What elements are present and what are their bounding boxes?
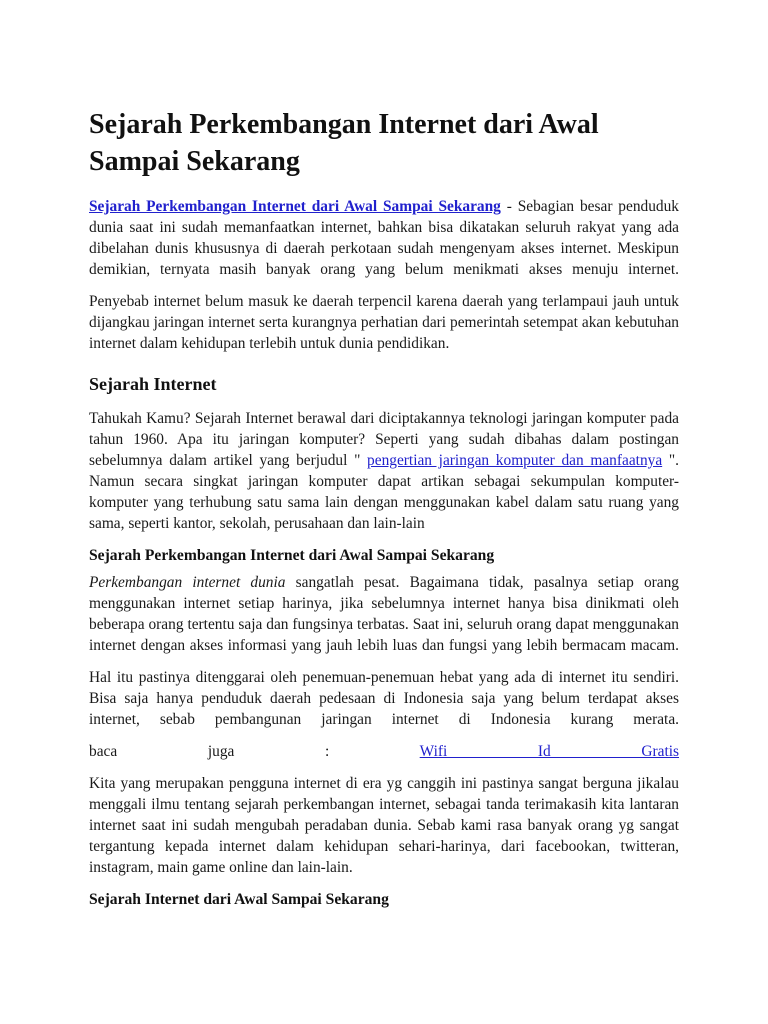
hal-itu-paragraph: Hal itu pastinya ditenggarai oleh penemuan-penemuan hebat yang ada di internet itu sendiri. Bisa saja hanya penduduk daerah pedesaan di Indonesia saja yang belum terdapat akses internet, sebab pembangunan jaringan internet di Indonesia kurang merata. xyxy=(89,669,679,728)
perkembangan-italic-lead: Perkembangan internet dunia xyxy=(89,574,286,591)
baca-juga-line xyxy=(89,741,679,762)
perkembangan-paragraph-text: sangatlah pesat. Bagaimana tidak, pasalnya setiap orang menggunakan internet setiap harinya, jika sebelumnya internet hanya bisa dinikmati oleh beberapa orang tertentu saja dan fungsinya terbatas. Saat ini, seluruh orang dapat menggunakan internet dengan akses informasi yang jauh lebih luas dan fungsi yang lebih bermacam macam. xyxy=(89,574,679,654)
tahukah-text-after: ". Namun secara singkat jaringan komputer dapat artikan sebagai sekumpulan komputer-komputer yang terhubung satu sama lain dengan menggunakan kabel dalam satu ruang yang sama, seperti kantor, sekolah, perusahaan dan lain-lain xyxy=(89,452,679,532)
document-title-line2: Sampai Sekarang xyxy=(89,146,300,177)
remote-areas-paragraph: Penyebab internet belum masuk ke daerah terpencil karena daerah yang terlampaui jauh untuk dijangkau jaringan internet serta kurangnya perhatian dari pemerintah setempat akan kebutuhan internet dalam kehidupan terlebih untuk dunia pendidikan. xyxy=(89,293,679,352)
heading-sejarah-internet: Sejarah Internet xyxy=(89,374,217,394)
baca-juga-separator: : xyxy=(325,743,330,760)
kita-pengguna-paragraph: Kita yang merupakan pengguna internet di era yg canggih ini pastinya sangat berguna jikalau menggali ilmu tentang sejarah perkembangan internet, sebagai tanda terimakasih kita lantaran internet saat ini sudah mengubah peradaban dunia. Sebab kami rasa banyak orang yg sangat tergantung kepada internet dalam kehidupan sehari-harinya, dari facebookan, twitteran, instagram, main game online dan lain-lain. xyxy=(89,775,679,876)
juga-word: juga xyxy=(207,743,235,760)
tahukah-kamu-paragraph xyxy=(89,408,679,534)
baca-word: baca xyxy=(89,743,118,760)
heading-sejarah-internet-final: Sejarah Internet dari Awal Sampai Sekarang xyxy=(89,891,389,908)
pengertian-jaringan-komputer-link[interactable]: pengertian jaringan komputer dan manfaatnya xyxy=(367,452,663,469)
document-title xyxy=(89,106,679,180)
intro-paragraph-text: - Sebagian besar penduduk dunia saat ini sudah memanfaatkan internet, bahkan bisa dikatakan seluruh rakyat yang ada dibelahan dunis khususnya di daerah perkotaan sudah mengenyam akses internet. Meskipun demikian, ternyata masih banyak orang yang belum menikmati akses menuju internet. xyxy=(89,198,679,278)
intro-paragraph xyxy=(89,196,679,280)
wifi-id-gratis-link[interactable]: Wifi Id Gratis xyxy=(419,743,679,760)
tahukah-text-before: Tahukah Kamu? Sejarah Internet berawal dari diciptakannya teknologi jaringan komputer pada tahun 1960. Apa itu jaringan komputer? Seperti yang sudah dibahas dalam postingan sebelumnya dalam artikel yang berjudul " xyxy=(89,410,679,469)
article-title-link[interactable]: Sejarah Perkembangan Internet dari Awal Sampai Sekarang xyxy=(89,198,501,215)
heading-perkembangan-internet: Sejarah Perkembangan Internet dari Awal Sampai Sekarang xyxy=(89,547,495,564)
perkembangan-paragraph xyxy=(89,572,679,656)
document-title-line1: Sejarah Perkembangan Internet dari Awal xyxy=(89,109,599,140)
